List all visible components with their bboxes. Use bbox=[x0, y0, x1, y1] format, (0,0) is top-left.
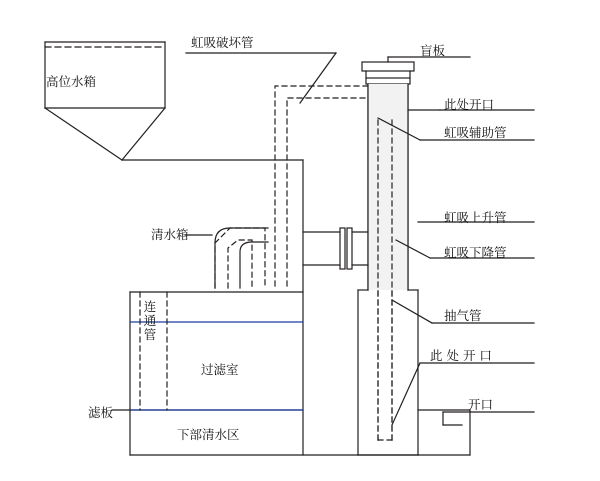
label-opening-here-low: 此 处 开 口 bbox=[430, 348, 492, 363]
label-clear-water-tank: 清水箱 bbox=[151, 227, 189, 242]
label-siphon-downpipe: 虹吸下降管 bbox=[444, 245, 507, 260]
label-lower-clear-zone: 下部清水区 bbox=[177, 427, 240, 442]
leader-siphon-breaker bbox=[186, 53, 336, 103]
label-filter-plate: 滤板 bbox=[88, 405, 114, 420]
siphon-column bbox=[358, 62, 418, 455]
label-connecting-pipe: 连通管 bbox=[143, 299, 157, 342]
label-siphon-aux-pipe: 虹吸辅助管 bbox=[444, 125, 507, 140]
filter-tank-structure bbox=[130, 160, 470, 455]
label-opening: 开口 bbox=[468, 397, 494, 412]
label-siphon-breaker: 虹吸破坏管 bbox=[191, 35, 254, 50]
label-siphon-riser: 虹吸上升管 bbox=[444, 210, 507, 225]
label-exhaust-pipe: 抽气管 bbox=[444, 308, 482, 323]
horizontal-connector bbox=[303, 228, 368, 269]
right-basin bbox=[418, 410, 470, 455]
label-blind-plate: 盲板 bbox=[420, 43, 446, 58]
label-high-water-tank: 高位水箱 bbox=[46, 74, 97, 89]
clear-water-tank-elbow bbox=[215, 228, 268, 288]
label-filter-chamber: 过滤室 bbox=[201, 362, 239, 377]
high-water-tank-outline bbox=[45, 42, 303, 160]
label-opening-here-top: 此处开口 bbox=[444, 97, 495, 112]
